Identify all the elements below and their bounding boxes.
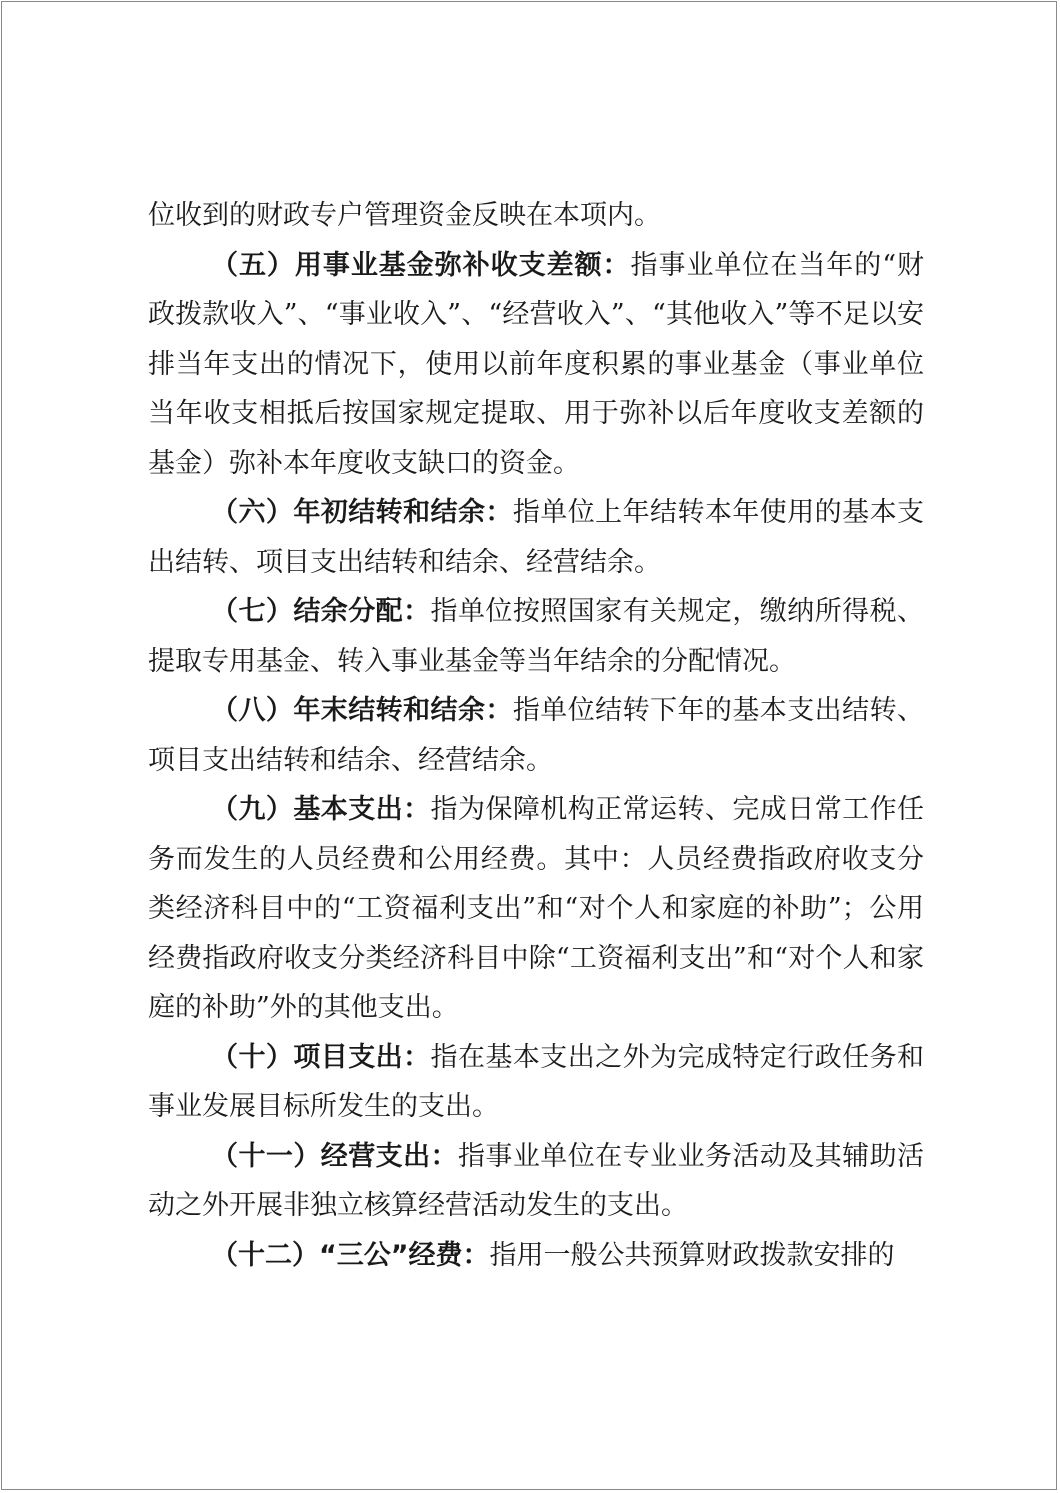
term-heading: （十一）经营支出：: [211, 1140, 458, 1172]
term-heading: （十）项目支出：: [211, 1041, 431, 1073]
paragraph-text: 指事业单位在专业业务活动及其辅助活动之外开展非独立核算经营活动发生的支出。: [148, 1140, 925, 1221]
paragraph-item-11: [148, 1132, 924, 1231]
term-heading: （五）用事业基金弥补收支差额：: [211, 249, 631, 281]
term-heading: （六）年初结转和结余：: [211, 497, 513, 528]
paragraph-item-9: [148, 785, 924, 1033]
paragraph-item-6: [148, 488, 924, 587]
paragraph-text: 指单位上年结转本年使用的基本支出结转、项目支出结转和结余、经营结余。: [148, 497, 925, 578]
term-heading: （八）年末结转和结余：: [211, 695, 513, 726]
paragraph-item-10: [148, 1033, 924, 1132]
paragraph-text: 指用一般公共预算财政拨款安排的: [489, 1239, 895, 1271]
paragraph-continuation: [148, 191, 924, 241]
term-heading: （九）基本支出：: [211, 794, 431, 825]
paragraph-text: 指单位按照国家有关规定，缴纳所得税、提取专用基金、转入事业基金等当年结余的分配情况。: [148, 596, 925, 677]
paragraph-item-7: [148, 587, 924, 686]
paragraph-item-8: [148, 686, 924, 785]
document-body: [148, 191, 924, 1280]
paragraph-item-12: [148, 1231, 924, 1281]
paragraph-text: 指在基本支出之外为完成特定行政任务和事业发展目标所发生的支出。: [148, 1041, 925, 1122]
paragraph-text: 指事业单位在当年的“财政拨款收入”、“事业收入”、“经营收入”、“其他收入”等不足以安排当年支出的情况下，使用以前年度积累的事业基金（事业单位当年收支相抵后按国家规定提取、用于弥补以后年度收支差额的基金）弥补本年度收支缺口的资金。: [148, 249, 924, 479]
paragraph-text: 指单位结转下年的基本支出结转、项目支出结转和结余、经营结余。: [148, 695, 925, 776]
term-heading: （十二）“三公”经费：: [211, 1239, 490, 1271]
paragraph-text: 位收到的财政专户管理资金反映在本项内。: [148, 200, 661, 231]
paragraph-item-5: [148, 241, 924, 489]
term-heading: （七）结余分配：: [211, 596, 431, 627]
paragraph-text: 指为保障机构正常运转、完成日常工作任务而发生的人员经费和公用经费。其中：人员经费指政府收支分类经济科目中的“工资福利支出”和“对个人和家庭的补助”；公用经费指政府收支分类经济科目中除“工资福利支出”和“对个人和家庭的补助”外的其他支出。: [148, 794, 925, 1023]
